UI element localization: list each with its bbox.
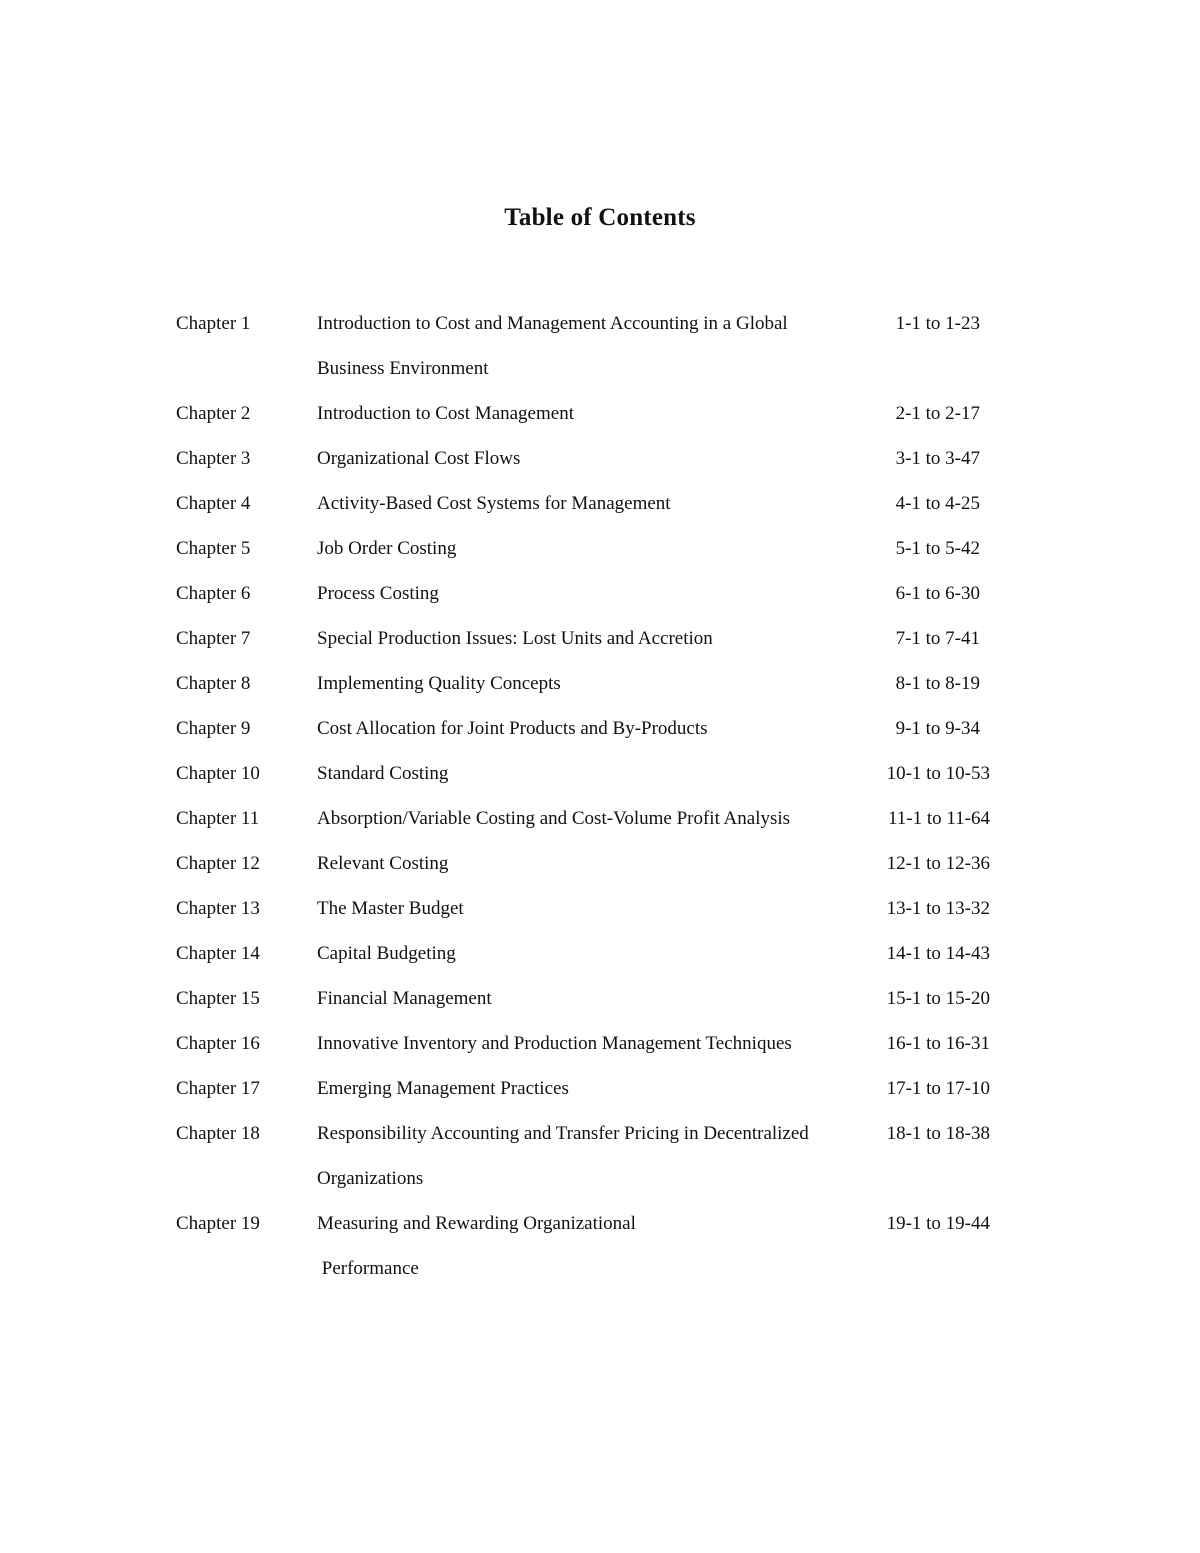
chapter-title: The Master Budget bbox=[317, 898, 464, 919]
page-range: 2-1 to 2-17 bbox=[895, 403, 980, 424]
page-range: 6-1 to 6-30 bbox=[895, 583, 980, 604]
chapter-title-continued: Business Environment bbox=[317, 358, 489, 379]
toc-entry-line bbox=[176, 848, 1006, 893]
chapter-title: Emerging Management Practices bbox=[317, 1078, 569, 1099]
chapter-title: Capital Budgeting bbox=[317, 943, 456, 964]
toc-entry bbox=[176, 1028, 1006, 1073]
chapter-number: Chapter 16 bbox=[176, 1033, 260, 1054]
chapter-number: Chapter 7 bbox=[176, 628, 251, 649]
page-range: 1-1 to 1-23 bbox=[895, 313, 980, 334]
toc-entry-line bbox=[176, 983, 1006, 1028]
chapter-number: Chapter 9 bbox=[176, 718, 251, 739]
page-range: 15-1 to 15-20 bbox=[886, 988, 990, 1009]
chapter-number: Chapter 19 bbox=[176, 1213, 260, 1234]
chapter-number: Chapter 4 bbox=[176, 493, 251, 514]
toc-entry bbox=[176, 623, 1006, 668]
chapter-title: Absorption/Variable Costing and Cost-Volume Profit Analysis bbox=[317, 808, 791, 829]
page-range: 19-1 to 19-44 bbox=[886, 1213, 990, 1234]
chapter-title: Relevant Costing bbox=[317, 853, 449, 874]
toc-entry-line bbox=[176, 713, 1006, 758]
page-title: Table of Contents bbox=[504, 204, 696, 231]
toc-entry-line bbox=[176, 488, 1006, 533]
toc-entry-line bbox=[176, 1073, 1006, 1118]
toc-entry-line bbox=[176, 893, 1006, 938]
toc-entry-line bbox=[176, 938, 1006, 983]
toc-entry-line bbox=[176, 803, 1006, 848]
chapter-title-continued: Performance bbox=[317, 1258, 419, 1279]
chapter-number: Chapter 2 bbox=[176, 403, 251, 424]
chapter-title: Financial Management bbox=[317, 988, 492, 1009]
toc-entry-line bbox=[176, 1208, 1006, 1253]
chapter-number: Chapter 1 bbox=[176, 313, 251, 334]
toc-entry bbox=[176, 533, 1006, 578]
chapter-title: Special Production Issues: Lost Units and Accretion bbox=[317, 628, 713, 649]
chapter-number: Chapter 10 bbox=[176, 763, 260, 784]
chapter-title: Introduction to Cost and Management Accounting in a Global bbox=[317, 313, 788, 334]
page-range: 4-1 to 4-25 bbox=[895, 493, 980, 514]
chapter-number: Chapter 13 bbox=[176, 898, 260, 919]
toc-entry bbox=[176, 1073, 1006, 1118]
chapter-title: Introduction to Cost Management bbox=[317, 403, 574, 424]
page-range: 9-1 to 9-34 bbox=[895, 718, 980, 739]
toc-entry bbox=[176, 893, 1006, 938]
chapter-title: Organizational Cost Flows bbox=[317, 448, 521, 469]
chapter-number: Chapter 14 bbox=[176, 943, 260, 964]
chapter-number: Chapter 17 bbox=[176, 1078, 260, 1099]
chapter-title: Implementing Quality Concepts bbox=[317, 673, 561, 694]
chapter-number: Chapter 6 bbox=[176, 583, 251, 604]
page-range: 8-1 to 8-19 bbox=[895, 673, 980, 694]
chapter-title: Responsibility Accounting and Transfer Pricing in Decentralized bbox=[317, 1123, 809, 1144]
chapter-title: Measuring and Rewarding Organizational bbox=[317, 1213, 636, 1234]
page-range: 5-1 to 5-42 bbox=[895, 538, 980, 559]
chapter-number: Chapter 3 bbox=[176, 448, 251, 469]
toc-entry bbox=[176, 308, 1006, 398]
toc-entry-line bbox=[176, 623, 1006, 668]
toc-entry bbox=[176, 803, 1006, 848]
toc-entry-continuation bbox=[176, 1253, 1006, 1298]
toc-entry bbox=[176, 938, 1006, 983]
page-range: 14-1 to 14-43 bbox=[886, 943, 990, 964]
toc-entry bbox=[176, 1118, 1006, 1208]
toc-entry-line bbox=[176, 578, 1006, 623]
toc-entry bbox=[176, 443, 1006, 488]
chapter-title: Process Costing bbox=[317, 583, 439, 604]
toc-entry-line bbox=[176, 443, 1006, 488]
table-of-contents bbox=[176, 308, 1006, 1298]
toc-entry-line bbox=[176, 1118, 1006, 1163]
toc-entry-continuation bbox=[176, 1163, 1006, 1208]
page-range: 10-1 to 10-53 bbox=[886, 763, 990, 784]
toc-entry bbox=[176, 848, 1006, 893]
toc-entry bbox=[176, 668, 1006, 713]
toc-entry bbox=[176, 578, 1006, 623]
chapter-title-continued: Organizations bbox=[317, 1168, 424, 1189]
toc-entry-line bbox=[176, 758, 1006, 803]
page-range: 3-1 to 3-47 bbox=[895, 448, 980, 469]
chapter-number: Chapter 12 bbox=[176, 853, 260, 874]
toc-entry-line bbox=[176, 398, 1006, 443]
page-range: 16-1 to 16-31 bbox=[886, 1033, 990, 1054]
chapter-title: Cost Allocation for Joint Products and By-Products bbox=[317, 718, 708, 739]
toc-entry bbox=[176, 1208, 1006, 1298]
chapter-title: Innovative Inventory and Production Management Techniques bbox=[317, 1033, 792, 1054]
toc-entry bbox=[176, 488, 1006, 533]
chapter-number: Chapter 18 bbox=[176, 1123, 260, 1144]
toc-entry-continuation bbox=[176, 353, 1006, 398]
toc-entry-line bbox=[176, 668, 1006, 713]
page-range: 17-1 to 17-10 bbox=[886, 1078, 990, 1099]
toc-entry bbox=[176, 398, 1006, 443]
page-range: 18-1 to 18-38 bbox=[886, 1123, 990, 1144]
chapter-title: Activity-Based Cost Systems for Management bbox=[317, 493, 671, 514]
toc-entry-line bbox=[176, 1028, 1006, 1073]
chapter-title: Standard Costing bbox=[317, 763, 449, 784]
chapter-title: Job Order Costing bbox=[317, 538, 457, 559]
page-range: 11-1 to 11-64 bbox=[887, 808, 990, 829]
toc-entry bbox=[176, 758, 1006, 803]
toc-entry-line bbox=[176, 533, 1006, 578]
chapter-number: Chapter 11 bbox=[176, 808, 260, 829]
page-range: 12-1 to 12-36 bbox=[886, 853, 990, 874]
chapter-number: Chapter 15 bbox=[176, 988, 260, 1009]
chapter-number: Chapter 8 bbox=[176, 673, 251, 694]
toc-entry bbox=[176, 983, 1006, 1028]
page-range: 7-1 to 7-41 bbox=[895, 628, 980, 649]
toc-entry-line bbox=[176, 308, 1006, 353]
toc-entry bbox=[176, 713, 1006, 758]
chapter-number: Chapter 5 bbox=[176, 538, 251, 559]
page-range: 13-1 to 13-32 bbox=[886, 898, 990, 919]
